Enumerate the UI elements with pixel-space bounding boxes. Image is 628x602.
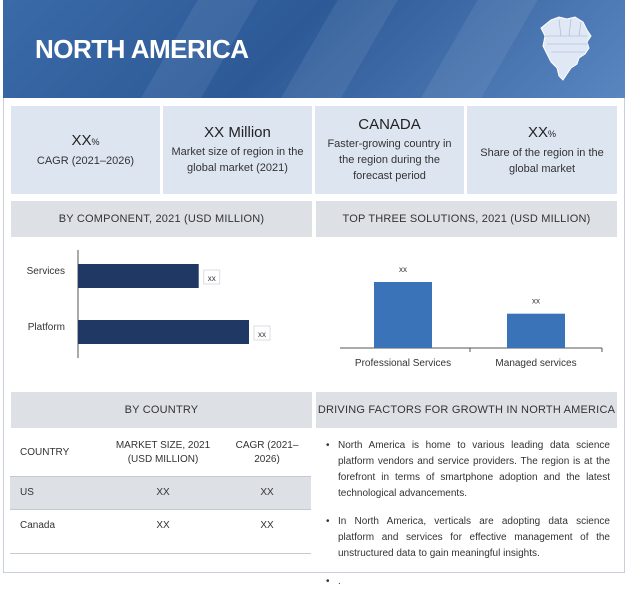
table-row: [10, 509, 311, 542]
component-section-title: BY COMPONENT, 2021 (USD MILLION): [11, 201, 312, 237]
kpi-cagr: [11, 106, 160, 194]
kpi-value: XX%: [71, 131, 100, 149]
list-item: [322, 514, 610, 562]
bar-value-label: xx: [399, 265, 407, 274]
bullet-icon: •: [326, 576, 330, 587]
component-bar-chart: [11, 240, 312, 380]
list-item: [322, 438, 610, 502]
driver-text: North America is home to various leading data science platform vendors and service providers. The region is at the forefront in terms of smartphone adoption and the latest technological advancements.: [338, 440, 610, 499]
region-header: [3, 0, 625, 98]
bar-value-label: xx: [258, 330, 266, 339]
bar-value-label: xx: [532, 296, 540, 306]
table-bottom-rule: [10, 553, 311, 554]
bullet-icon: •: [326, 516, 330, 527]
table-cell-country: US: [10, 476, 103, 509]
table-header-cagr: CAGR (2021–2026): [235, 439, 299, 465]
country-table: [10, 430, 311, 554]
kpi-value: XX%: [527, 123, 557, 141]
component-bar: [78, 320, 249, 344]
bar-category-label: Services: [26, 266, 65, 277]
list-item: [322, 574, 610, 590]
table-row: [10, 476, 311, 509]
region-title: NORTH AMERICA: [35, 34, 249, 64]
solution-bar: [507, 314, 565, 348]
north-america-map-icon: [537, 14, 597, 86]
bar-category-label: Managed services: [495, 358, 577, 369]
kpi-value: XX Million: [204, 124, 271, 141]
kpi-description: Market size of region in the global market (2021): [171, 146, 304, 174]
kpi-fastest-country: [315, 106, 464, 194]
bar-category-label: Platform: [27, 322, 65, 333]
header-stripe: [257, 0, 409, 98]
table-header-market-size: MARKET SIZE, 2021 (USD MILLION): [115, 439, 211, 465]
kpi-region-share: [467, 106, 617, 194]
driver-text: .: [338, 576, 341, 587]
table-cell-cagr: XX: [223, 476, 311, 509]
kpi-market-size: [163, 106, 312, 194]
kpi-description: Share of the region in the global market: [480, 146, 604, 175]
table-cell-cagr: XX: [223, 509, 311, 542]
header-stripe: [397, 0, 549, 98]
bullet-icon: •: [326, 440, 330, 451]
country-section-title: BY COUNTRY: [11, 392, 312, 428]
kpi-description: Faster-growing country in the region during the forecast period: [327, 138, 452, 182]
driver-text: In North America, verticals are adopting data science platform and services for effective management of the unstructured data to gain meaningful insights.: [338, 516, 610, 559]
solution-bar: [374, 282, 432, 348]
kpi-value: CANADA: [358, 116, 421, 133]
drivers-section-title: DRIVING FACTORS FOR GROWTH IN NORTH AMERICA: [316, 392, 617, 428]
kpi-description: CAGR (2021–2026): [36, 154, 135, 167]
bar-category-label: Professional Services: [354, 358, 452, 369]
table-cell-market-size: XX: [103, 509, 223, 542]
component-bar: [78, 264, 199, 288]
bar-value-label: xx: [207, 274, 216, 283]
driving-factors-list: [322, 438, 610, 602]
table-cell-country: Canada: [10, 509, 103, 542]
solutions-bar-chart: [316, 240, 617, 380]
solutions-section-title: TOP THREE SOLUTIONS, 2021 (USD MILLION): [316, 201, 617, 237]
table-cell-market-size: XX: [103, 476, 223, 509]
table-header-country: COUNTRY: [20, 446, 70, 458]
